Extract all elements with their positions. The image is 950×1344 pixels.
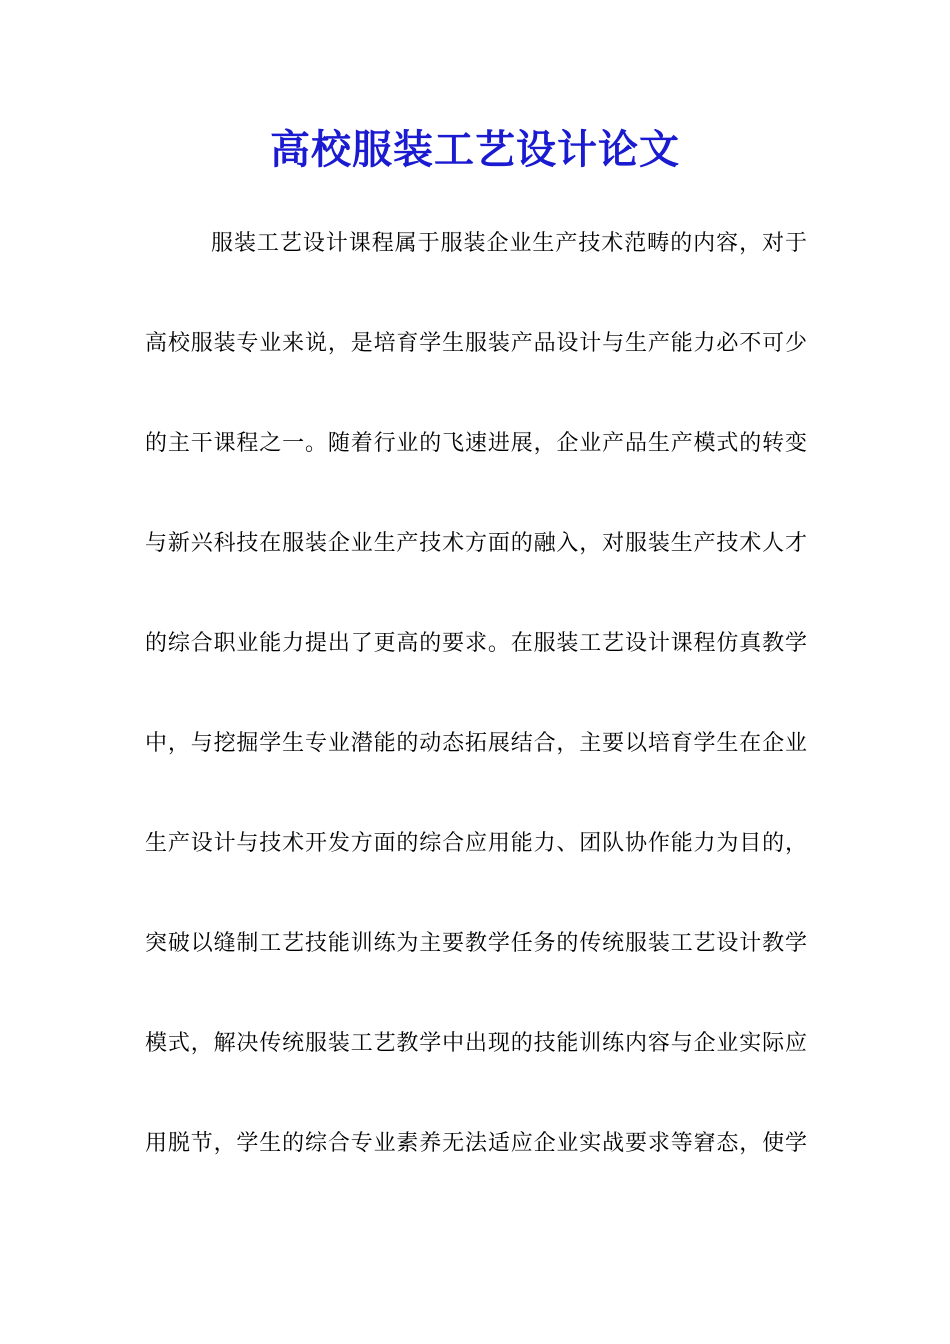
paragraph-line: 与新兴科技在服装企业生产技术方面的融入，对服装生产技术人才	[145, 531, 807, 556]
paragraph-line: 中，与挖掘学生专业潜能的动态拓展结合，主要以培育学生在企业	[145, 731, 807, 756]
document-body	[145, 222, 807, 1222]
paragraph-line: 高校服装专业来说，是培育学生服装产品设计与生产能力必不可少	[145, 331, 807, 356]
paragraph-line: 的综合职业能力提出了更高的要求。在服装工艺设计课程仿真教学	[145, 631, 807, 656]
paragraph-line: 突破以缝制工艺技能训练为主要教学任务的传统服装工艺设计教学	[145, 931, 807, 956]
document-title: 高校服装工艺设计论文	[270, 126, 680, 173]
paragraph-line: 生产设计与技术开发方面的综合应用能力、团队协作能力为目的，	[145, 831, 807, 856]
paragraph-line: 服装工艺设计课程属于服装企业生产技术范畴的内容，对于	[211, 231, 807, 256]
paragraph-line: 用脱节，学生的综合专业素养无法适应企业实战要求等窘态，使学	[145, 1131, 807, 1156]
paragraph-line: 模式，解决传统服装工艺教学中出现的技能训练内容与企业实际应	[145, 1031, 807, 1056]
paragraph-line: 的主干课程之一。随着行业的飞速进展，企业产品生产模式的转变	[145, 431, 807, 456]
